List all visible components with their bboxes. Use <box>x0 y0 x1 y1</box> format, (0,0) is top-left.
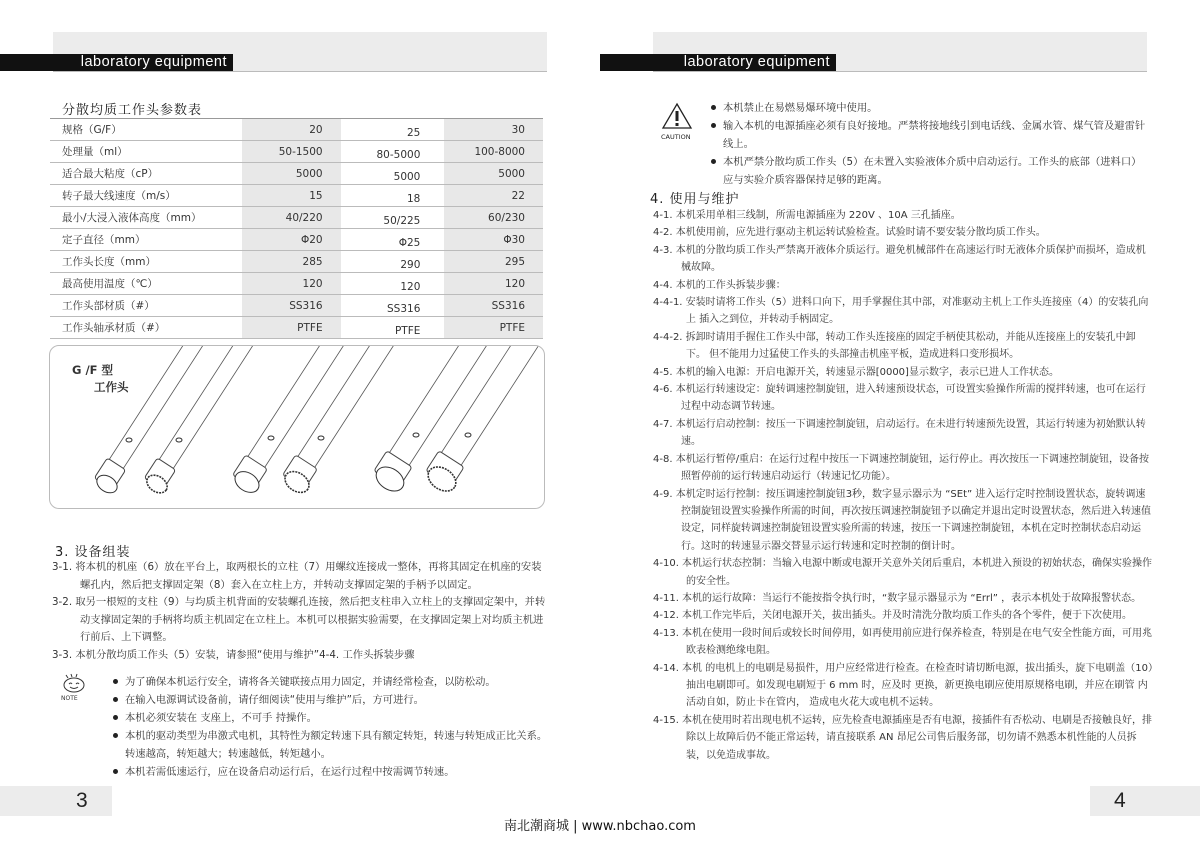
list-item: 4-14. 本机 的电机上的电刷是易损件，用户应经常进行检查。在检查时请切断电源，拔出插头，旋下电刷盖（10）抽出电刷即可。如发现电刷短于 6 mm 时，应及时 更换，新更换电刷应使用原规格电刷，并应在刷管 内活动自如，防止卡在管内， 造成电火花大或电机不运转。 <box>653 662 1153 709</box>
work-heads-illustration <box>50 346 545 509</box>
list-item: 4-12. 本机工作完毕后，关闭电源开关，拔出插头。并及时清洗分散均质工作头的各个零件，便于下次使用。 <box>653 610 1133 622</box>
list-item: 4-11. 本机的运行故障：当运行不能按指令执行时，“数字显示器显示为 “Errl” ，表示本机处于故障报警状态。 <box>653 592 1142 604</box>
table-row <box>50 251 543 273</box>
cell-value: Φ25 <box>341 229 445 251</box>
list-item: 4-4. 本机的工作头拆装步骤： <box>653 279 786 291</box>
spec-table <box>50 118 543 339</box>
list-item: 4-5. 本机的输入电源：开启电源开关，转速显示器[0000]显示数字，表示已进人工作状态。 <box>653 366 1059 378</box>
cell-value: 120 <box>341 273 445 295</box>
row-label: 处理量（ml） <box>50 141 242 163</box>
cell-value: 20 <box>242 119 341 141</box>
list-item: 4-4-2. 拆卸时请用手握住工作头中部，转动工作头连接座的固定手柄使其松动，并能从连接座上的安装孔中卸下。 但不能用力过猛使工作头的头部撞击机座平板，造成进料口变形损坏。 <box>653 331 1136 361</box>
cell-value: 295 <box>444 251 543 273</box>
row-label: 工作头部材质（#） <box>50 295 242 317</box>
cell-value: 15 <box>242 185 341 207</box>
caution-icon <box>660 102 694 142</box>
cell-value: 25 <box>341 119 445 141</box>
bullet-item: 本机若需低速运行，应在设备启动运行后，在运行过程中按需调节转速。 <box>113 763 548 781</box>
list-item: 4-2. 本机使用前，应先进行驱动主机运转试验检查。试验时请不要安装分散均质工作头。 <box>653 227 1046 239</box>
cell-value: 290 <box>341 251 445 273</box>
note-list <box>113 673 548 781</box>
table-row <box>50 273 543 295</box>
work-head-drawing <box>424 346 545 496</box>
list-item: 3-3. 本机分散均质工作头（5）安装，请参照“使用与维护”4-4. 工作头拆装步骤 <box>52 648 415 661</box>
cell-value: 100-8000 <box>444 141 543 163</box>
cell-value: 5000 <box>444 163 543 185</box>
section-4-body <box>653 207 1153 764</box>
section-3-body <box>52 559 548 665</box>
cell-value: 5000 <box>341 163 445 185</box>
svg-text:CAUTION: CAUTION <box>661 133 691 141</box>
row-label: 适合最大粘度（cP） <box>50 163 242 185</box>
list-item: 4-8. 本机运行暂停/重启：在运行过程中按压一下调速控制旋钮，运行停止。再次按压一下调速控制旋钮，设备按照暂停前的运行转速启动运行（转速记忆功能）。 <box>653 453 1150 483</box>
list-item: 4-3. 本机的分散均质工作头严禁离开液体介质运行。避免机械部件在高速运行时无液体介质保护而损坏，造成机械故障。 <box>653 244 1146 274</box>
cell-value: 80-5000 <box>341 141 445 163</box>
table-row <box>50 185 543 207</box>
cell-value: SS316 <box>444 295 543 317</box>
bullet-item: 为了确保本机运行安全，请将各关键联接点用力固定，并请经常检查，以防松动。 <box>113 673 548 691</box>
row-label: 定子直径（mm） <box>50 229 242 251</box>
bullet-item: 输入本机的电源插座必须有良好接地。严禁将接地线引到电话线、金属水管、煤气管及避雷针线上。 <box>711 117 1151 153</box>
list-item: 4-9. 本机定时运行控制：按压调速控制旋钮3秒，数字显示器示为 “SEt” 进入运行定时控制设置状态，旋转调速控制旋钮设置实验操作所需的时间，再次按压调速控制旋钮予以确定并退出定时设置状态，然后进入转速值设定，同样旋转调速控制旋钮设置实验所需的转速，按压一下调速控制旋钮，本机在定时控制状态启动运行。这时的转速显示器交替显示运行转速和定时控制的倒计时。 <box>653 488 1151 552</box>
header-title-right: laboratory equipment <box>600 54 836 71</box>
cell-value: 120 <box>242 273 341 295</box>
cell-value: 22 <box>444 185 543 207</box>
bullet-item: 本机必须安装在 支座上，不可手 持操作。 <box>113 709 548 727</box>
cell-value: SS316 <box>242 295 341 317</box>
list-item: 3-2. 取另一根短的支柱（9）与均质主机背面的安装螺孔连接，然后把支柱串入立柱上的支撑固定架中，并转动支撑固定架的手柄将均质主机固定在立柱上。本机可以根据实验需要，在支撑固定架上对均质主机进行前后、上下调整。 <box>52 596 546 644</box>
bullet-item: 本机的驱动类型为串激式电机，其特性为额定转速下具有额定转矩，转速与转矩成正比关系。转速越高，转矩越大；转速越低，转矩越小。 <box>113 727 548 763</box>
list-item: 4-1. 本机采用单相三线制，所需电源插座为 220V 、10A 三孔插座。 <box>653 210 961 221</box>
row-label: 转子最大线速度（m/s） <box>50 185 242 207</box>
row-label: 最小/大浸入液体高度（mm） <box>50 207 242 229</box>
row-label: 工作头轴承材质（#） <box>50 317 242 339</box>
list-item: 4-10. 本机运行状态控制：当输入电源中断或电源开关意外关闭后重启，本机进入预设的初始状态，确保实验操作的安全性。 <box>653 558 1153 587</box>
bullet-item: 本机禁止在易燃易爆环境中使用。 <box>711 99 1151 117</box>
list-item: 3-1. 将本机的机座（6）放在平台上，取两根长的立柱（7）用螺纹连接成一整体，再将其固定在机座的安装螺孔内，然后把支撑固定架（8）套入在立柱上方，并转动支撑固定架的手柄予以固定。 <box>52 561 542 591</box>
section-4-title: 4. 使用与维护 <box>650 192 740 207</box>
cell-value: PTFE <box>242 317 341 339</box>
table-row <box>50 163 543 185</box>
cell-value: 30 <box>444 119 543 141</box>
row-label: 最高使用温度（℃） <box>50 273 242 295</box>
list-item: 4-7. 本机运行启动控制：按压一下调速控制旋钮，启动运行。在未进行转速预先设置，其运行转速为初始默认转速。 <box>653 418 1146 448</box>
svg-text:NOTE: NOTE <box>61 695 78 702</box>
cell-value: Φ20 <box>242 229 341 251</box>
table-row <box>50 295 543 317</box>
table-row <box>50 229 543 251</box>
table-row <box>50 207 543 229</box>
row-label: 规格（G/F） <box>50 119 242 141</box>
cell-value: PTFE <box>341 317 445 339</box>
list-item: 4-4-1. 安装时请将工作头（5）进料口向下，用手掌握住其中部，对准驱动主机上工作头连接座（4）的安装孔向上 插入之到位，并转动手柄固定。 <box>653 297 1149 326</box>
note-icon <box>60 672 88 702</box>
cell-value: 60/230 <box>444 207 543 229</box>
cell-value: 50/225 <box>341 207 445 229</box>
row-label: 工作头长度（mm） <box>50 251 242 273</box>
page-number-left: 3 <box>0 786 112 816</box>
cell-value: 50-1500 <box>242 141 341 163</box>
table-row <box>50 119 543 141</box>
figure-label-type: G /F 型 <box>72 363 114 377</box>
work-head-figure <box>49 345 545 509</box>
cell-value: 40/220 <box>242 207 341 229</box>
figure-label-head: 工作头 <box>94 380 129 394</box>
table-row <box>50 141 543 163</box>
caution-list <box>711 99 1151 189</box>
list-item: 4-13. 本机在使用一段时间后或较长时间停用，如再使用前应进行保养检查，特别是在电气安全性能方面，可用兆欧表检测绝缘电阻。 <box>653 627 1153 657</box>
cell-value: Φ30 <box>444 229 543 251</box>
list-item: 4-6. 本机运行转速设定：旋转调速控制旋钮，进入转速预设状态，可设置实验操作所需的搅拌转速，也可在运行过程中动态调节转速。 <box>653 384 1146 413</box>
cell-value: 120 <box>444 273 543 295</box>
section-3-title: 3. 设备组装 <box>55 545 131 560</box>
cell-value: 5000 <box>242 163 341 185</box>
table-row <box>50 317 543 339</box>
bullet-item: 本机严禁分散均质工作头（5）在未置入实验液体介质中启动运行。工作头的底部（进料口）应与实验介质容器保持足够的距离。 <box>711 153 1151 189</box>
cell-value: 285 <box>242 251 341 273</box>
list-item: 4-15. 本机在使用时若出现电机不运转，应先检查电源插座是否有电源，接插件有否松动、电刷是否接触良好，排除以上故障后仍不能正常运转，请直接联系 AN 昂尼公司售后服务部，切勿请不熟悉本机性能的人员拆装，以免造成事故。 <box>653 714 1153 761</box>
site-footer: 南北潮商城 | www.nbchao.com <box>504 819 696 834</box>
header-title-left: laboratory equipment <box>0 54 233 71</box>
cell-value: PTFE <box>444 317 543 339</box>
page-number-right: 4 <box>1090 786 1200 816</box>
table-title: 分散均质工作头参数表 <box>62 103 203 118</box>
cell-value: 18 <box>341 185 445 207</box>
cell-value: SS316 <box>341 295 445 317</box>
bullet-item: 在输入电源调试设备前，请仔细阅读“使用与维护”后，方可进行。 <box>113 691 548 709</box>
